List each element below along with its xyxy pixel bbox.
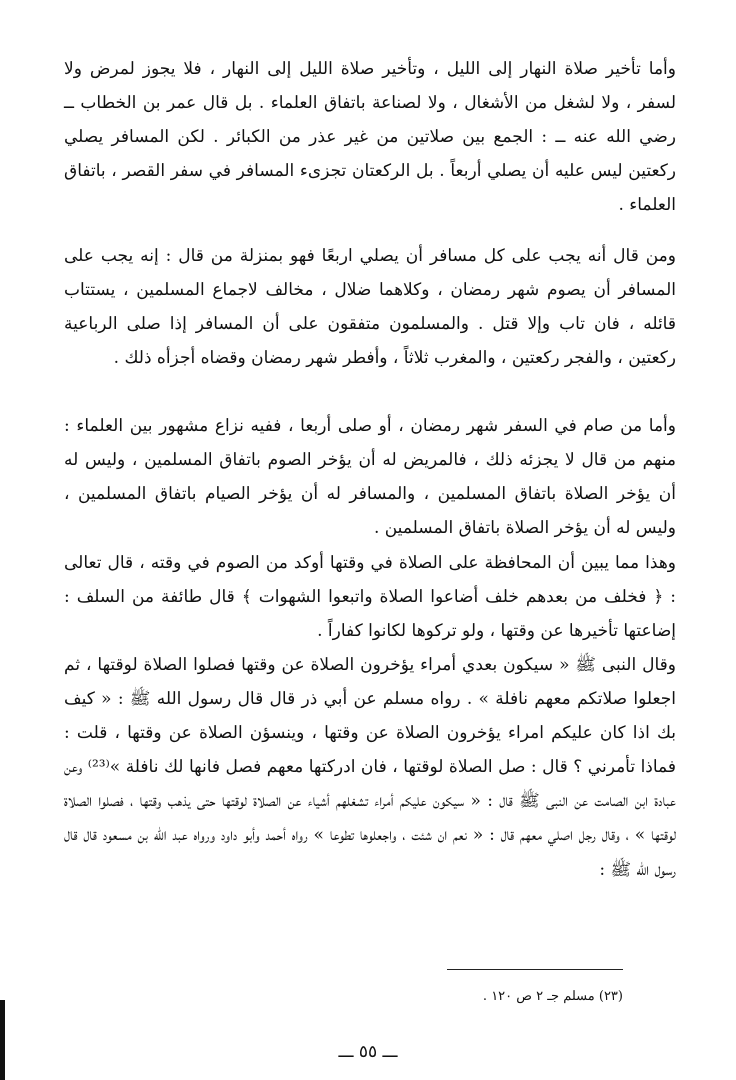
footnote-divider (447, 969, 623, 970)
footnote: (٢٣) مسلم جـ ٢ ص ١٢٠ . (482, 989, 623, 1004)
paragraph-5: وقال النبى ﷺ « سيكون بعدي أمراء يؤخرون الصلاة عن وقتها فصلوا الصلاة لوقتها ، ثم اجعلوا صلاتكم معهم نافلة » . رواه مسلم عن أبي ذر قال قال رسول الله ﷺ : « كيف بك اذا كان عليكم امراء يؤخرون الصلاة عن وقتها ، وينسؤن الصلاة عن وقتها ، قلت : فماذا تأمرني ؟ قال : صل الصلاة لوقتها ، فان ادركتها معهم فصل فانها لك نافلة »⁽²³⁾ وعن عبادة ابن الصامت عن النبى ﷺ قال : « سيكون عليكم أمراء تشغلهم أشياء عن الصلاة لوقتها حتى يذهب وقتها ، فصلوا الصلاة لوقتها » ، وقال رجل اصلي معهم قال : « نعم ان شئت ، واجعلوها تطوعا » رواه أحمد وأبو داود ورواه عبد الله بن مسعود قال قال رسول الله ﷺ : (64, 655, 677, 880)
binding-edge (0, 1000, 5, 1080)
paragraph-2: ومن قال أنه يجب على كل مسافر أن يصلي اربعًا فهو بمنزلة من قال : إنه يجب على المسافر أن يصوم شهر رمضان ، وكلاهما ضلال ، مخالف لاجماع المسلمين ، يستتاب قائله ، فان تاب وإلا قتل . والمسلمون متفقون على أن المسافر إذا صلى الرباعية ركعتين ، والفجر ركعتين ، والمغرب ثلاثاً ، وأفطر شهر رمضان وقضاه أجزأه ذلك . (64, 246, 676, 369)
paragraph-1: وأما تأخير صلاة النهار إلى الليل ، وتأخير صلاة الليل إلى النهار ، فلا يجوز لمرض ولا لسفر ، ولا لشغل من الأشغال ، ولا لصناعة باتفاق العلماء . بل قال عمر بن الخطاب ــ رضي الله عنه ــ : الجمع بين صلاتين من غير عذر من الكبائر . لكن المسافر يصلي ركعتين ليس عليه أن يصلي أربعاً . بل الركعتان تجزىء المسافر في سفر القصر ، باتفاق العلماء . (64, 59, 676, 216)
main-text (64, 52, 676, 887)
paragraph-4: وهذا مما يبين أن المحافظة على الصلاة في وقتها أوكد من الصوم في وقته ، قال تعالى : ﴿ فخلف من بعدهم خلف أضاعوا الصلاة واتبعوا الشهوات ﴾ قال طائفة من السلف : إضاعتها تأخيرها عن وقتها ، ولو تركوها لكانوا كفاراً . (64, 553, 676, 642)
paragraph-3: وأما من صام في السفر شهر رمضان ، أو صلى أربعا ، ففيه نزاع مشهور بين العلماء : منهم من قال لا يجزئه ذلك ، فالمريض له أن يؤخر الصوم باتفاق المسلمين ، وليس له أن يؤخر الصلاة باتفاق المسلمين ، والمسافر له أن يؤخر الصيام باتفاق المسلمين ، وليس له أن يؤخر الصلاة باتفاق المسلمين . (64, 416, 676, 539)
page-number: ـــ ٥٥ ـــ (338, 1042, 398, 1062)
